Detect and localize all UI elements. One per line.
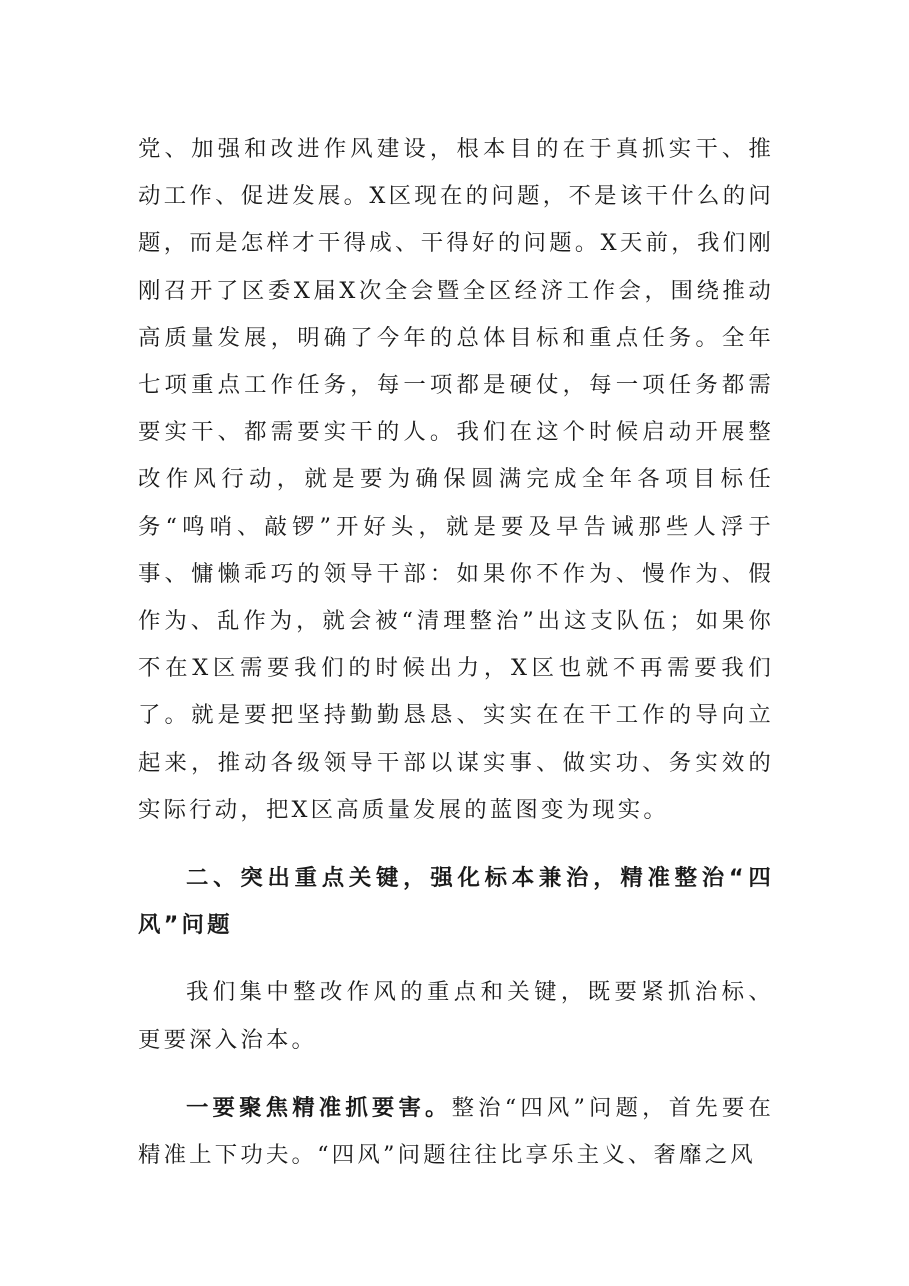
body-paragraph: 党、加强和改进作风建设，根本目的在于真抓实干、推动工作、促进发展。X区现在的问题，不是该干什么的问题，而是怎样才干得成、干得好的问题。X天前，我们刚刚召开了区委X届X次全会暨全区经济工作会，围绕推动高质量发展，明确了今年的总体目标和重点任务。全年七项重点工作任务，每一项都是硬仗，每一项任务都需要实干、都需要实干的人。我们在这个时候启动开展整改作风行动，就是要为确保圆满完成全年各项目标任务“鸣哨、敲锣”开好头，就是要及早告诫那些人浮于事、慵懒乖巧的领导干部：如果你不作为、慢作为、假作为、乱作为，就会被“清理整治”出这支队伍；如果你不在X区需要我们的时候出力，X区也就不再需要我们了。就是要把坚持勤勤恳恳、实实在在干工作的导向立起来，推动各级领导干部以谋实事、做实功、务实效的实际行动，把X区高质量发展的蓝图变为现实。 (138, 136, 774, 823)
paragraph-body-text: 整治“四风”问题，首先要在精准上下功夫。“四风”问题往往比享乐主义、奢靡之风 (138, 1094, 775, 1169)
section-heading: 二、突出重点关键，强化标本兼治，精准整治“四风”问题 (138, 865, 774, 939)
document-page (138, 126, 774, 1179)
body-paragraph: 我们集中整改作风的重点和关键，既要紧抓治标、更要深入治本。 (138, 979, 774, 1053)
paragraph-lead-sentence: 一要聚焦精准抓要害。 (186, 1094, 452, 1121)
body-paragraph (138, 1085, 774, 1179)
